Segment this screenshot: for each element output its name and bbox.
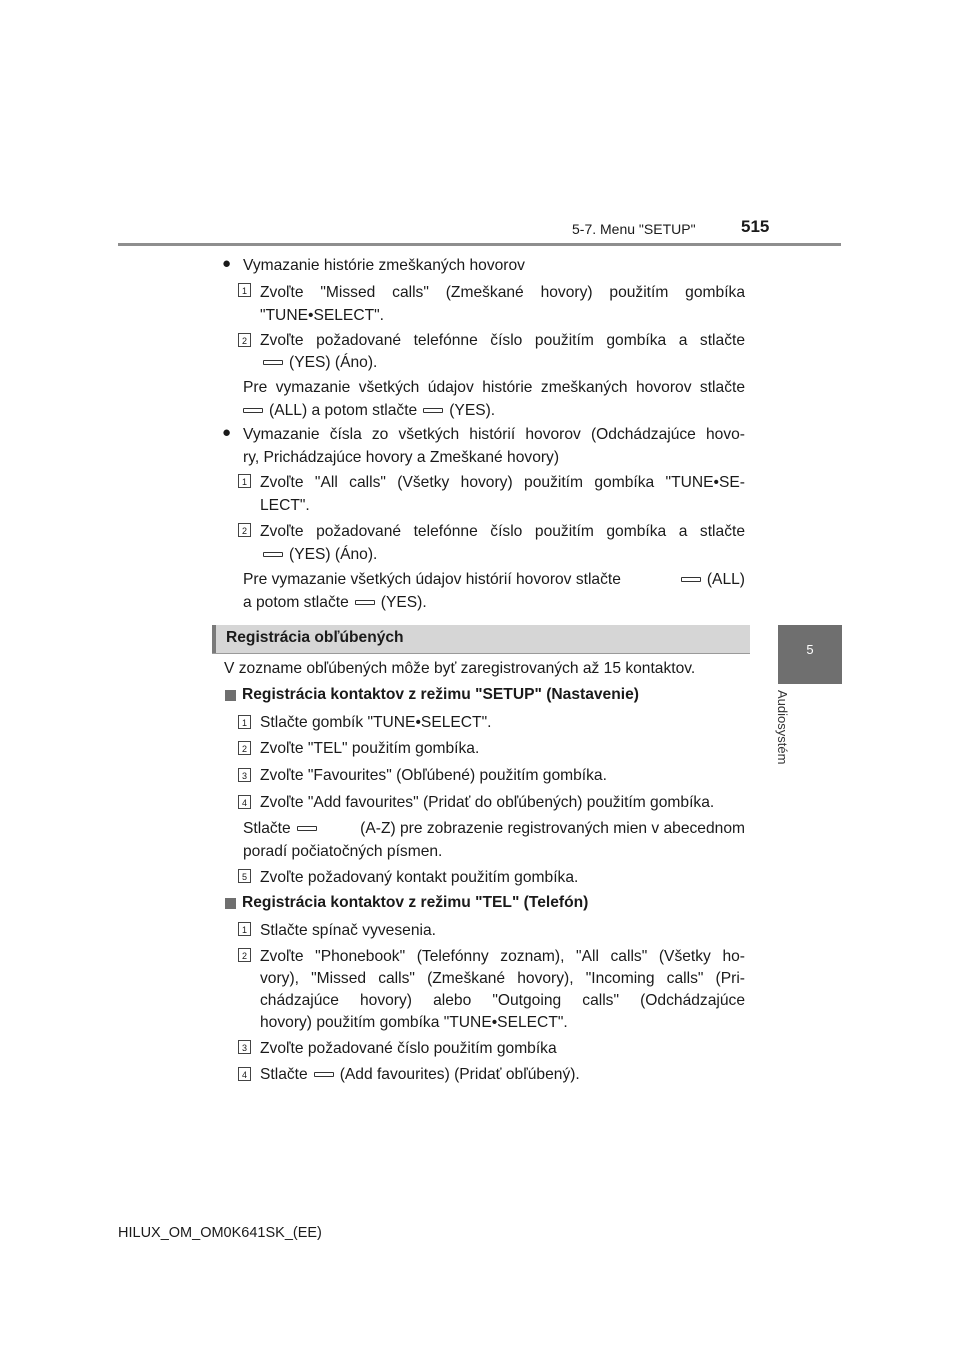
sub2-step1: Stlačte spínač vyvesenia.	[260, 922, 436, 939]
bullet-icon: ●	[222, 424, 232, 441]
section1-step2-cont	[260, 352, 377, 374]
section1-step1-cont: "TUNE•SELECT".	[260, 307, 384, 324]
section2-note-all	[675, 569, 745, 591]
step-number-icon: 2	[238, 948, 251, 962]
section2-note	[243, 569, 745, 591]
section1-note-text: (YES).	[449, 402, 496, 419]
sub1-note-cont: poradí počiatočných písmen.	[243, 843, 443, 860]
section2-title: Vymazanie čísla zo všetkých histórií hovorov (Odchádzajúce hovo-	[243, 426, 745, 443]
sub1-step5: Zvoľte požadovaný kontakt použitím gombíka.	[260, 869, 579, 886]
sub2-step4-text: Stlačte	[260, 1066, 308, 1083]
step-number-icon: 4	[238, 1067, 251, 1081]
sub1-note	[243, 818, 745, 840]
section1-step2-text: (YES) (Áno).	[289, 354, 378, 371]
step-number-icon: 1	[238, 715, 251, 729]
section2-title-cont: ry, Prichádzajúce hovory a Zmeškané hovory)	[243, 449, 560, 466]
section2-step1-cont: LECT".	[260, 497, 310, 514]
sub2-step3: Zvoľte požadované číslo použitím gombíka	[260, 1040, 557, 1057]
section2-step1: Zvoľte "All calls" (Všetky hovory) použitím gombíka "TUNE•SE-	[260, 474, 745, 491]
step-number-icon: 5	[238, 869, 251, 883]
chapter-number: 5	[806, 642, 814, 657]
sub2-step2-line: chádzajúce hovory) alebo "Outgoing calls" (Odchádzajúce	[260, 992, 745, 1009]
header-section-title: 5-7. Menu "SETUP"	[572, 221, 696, 237]
sub1-step4: Zvoľte "Add favourites" (Pridať do obľúbených) použitím gombíka.	[260, 794, 715, 811]
step-number-icon: 1	[238, 474, 251, 488]
section2-step2: Zvoľte požadované telefónne číslo použitím gombíka a stlačte	[260, 523, 745, 540]
section1-title: Vymazanie histórie zmeškaných hovorov	[243, 257, 525, 274]
sub1-step2: Zvoľte "TEL" použitím gombíka.	[260, 740, 480, 757]
step-number-icon: 1	[238, 922, 251, 936]
sub1-step1: Stlačte gombík "TUNE•SELECT".	[260, 714, 492, 731]
button-icon	[263, 552, 283, 557]
sub1-note-lead	[243, 818, 323, 840]
button-icon	[355, 600, 375, 605]
section1-note: Pre vymazanie všetkých údajov histórie zmeškaných hovorov stlačte	[243, 379, 745, 396]
sub1-note-text: Stlačte	[243, 820, 291, 837]
sub2-step4-text: (Add favourites) (Pridať obľúbený).	[339, 1066, 580, 1083]
button-icon	[423, 408, 443, 413]
sub1-step3: Zvoľte "Favourites" (Obľúbené) použitím gombíka.	[260, 767, 607, 784]
step-number-icon: 3	[238, 768, 251, 782]
button-icon	[681, 577, 701, 582]
sub2-step2-line: hovory) použitím gombíka "TUNE•SELECT".	[260, 1014, 568, 1031]
sub1-title: Registrácia kontaktov z režimu "SETUP" (Nastavenie)	[242, 686, 639, 703]
square-bullet-icon	[225, 898, 236, 909]
chapter-tab	[778, 625, 842, 684]
button-icon	[263, 360, 283, 365]
sub2-step2-line: vory), "Missed calls" (Zmeškané hovory), "Incoming calls" (Pri-	[260, 970, 745, 987]
section2-note-cont	[243, 592, 427, 614]
step-number-icon: 4	[238, 795, 251, 809]
button-icon	[243, 408, 263, 413]
bullet-icon: ●	[222, 255, 232, 272]
section-heading-rule	[212, 653, 750, 654]
header-divider	[118, 243, 841, 246]
chapter-label-container	[775, 690, 815, 810]
button-icon	[314, 1072, 334, 1077]
document-code: HILUX_OM_OM0K641SK_(EE)	[118, 1225, 322, 1241]
sub2-step4	[260, 1064, 580, 1086]
button-icon	[297, 826, 317, 831]
section1-step2: Zvoľte požadované telefónne číslo použitím gombíka a stlačte	[260, 332, 745, 349]
sub2-step2-line: Zvoľte "Phonebook" (Telefónny zoznam), "All calls" (Všetky ho-	[260, 948, 745, 965]
step-number-icon: 2	[238, 741, 251, 755]
section2-note-text: (ALL)	[706, 571, 745, 588]
favourites-heading: Registrácia obľúbených	[226, 629, 404, 646]
step-number-icon: 1	[238, 283, 251, 297]
section2-note-text: a potom stlačte	[243, 594, 349, 611]
favourites-intro: V zozname obľúbených môže byť zaregistrovaných až 15 kontaktov.	[224, 660, 696, 677]
step-number-icon: 2	[238, 523, 251, 537]
step-number-icon: 2	[238, 333, 251, 347]
section1-step1: Zvoľte "Missed calls" (Zmeškané hovory) použitím gombíka	[260, 284, 745, 301]
section2-step2-cont	[260, 544, 377, 566]
sub2-title: Registrácia kontaktov z režimu "TEL" (Telefón)	[242, 894, 589, 911]
step-number-icon: 3	[238, 1040, 251, 1054]
section2-step2-text: (YES) (Áno).	[289, 546, 378, 563]
square-bullet-icon	[225, 690, 236, 701]
section-heading-bar	[212, 625, 750, 653]
section2-note-text: Pre vymazanie všetkých údajov histórií hovorov stlačte	[243, 571, 621, 588]
sub1-note-text: (A-Z) pre zobrazenie registrovaných mien v abecednom	[360, 820, 745, 837]
section1-note-cont	[243, 400, 495, 422]
page-number: 515	[741, 217, 770, 236]
section2-note-text: (YES).	[380, 594, 427, 611]
chapter-label: Audiosystém	[775, 690, 790, 765]
section1-note-text: (ALL) a potom stlačte	[269, 402, 418, 419]
